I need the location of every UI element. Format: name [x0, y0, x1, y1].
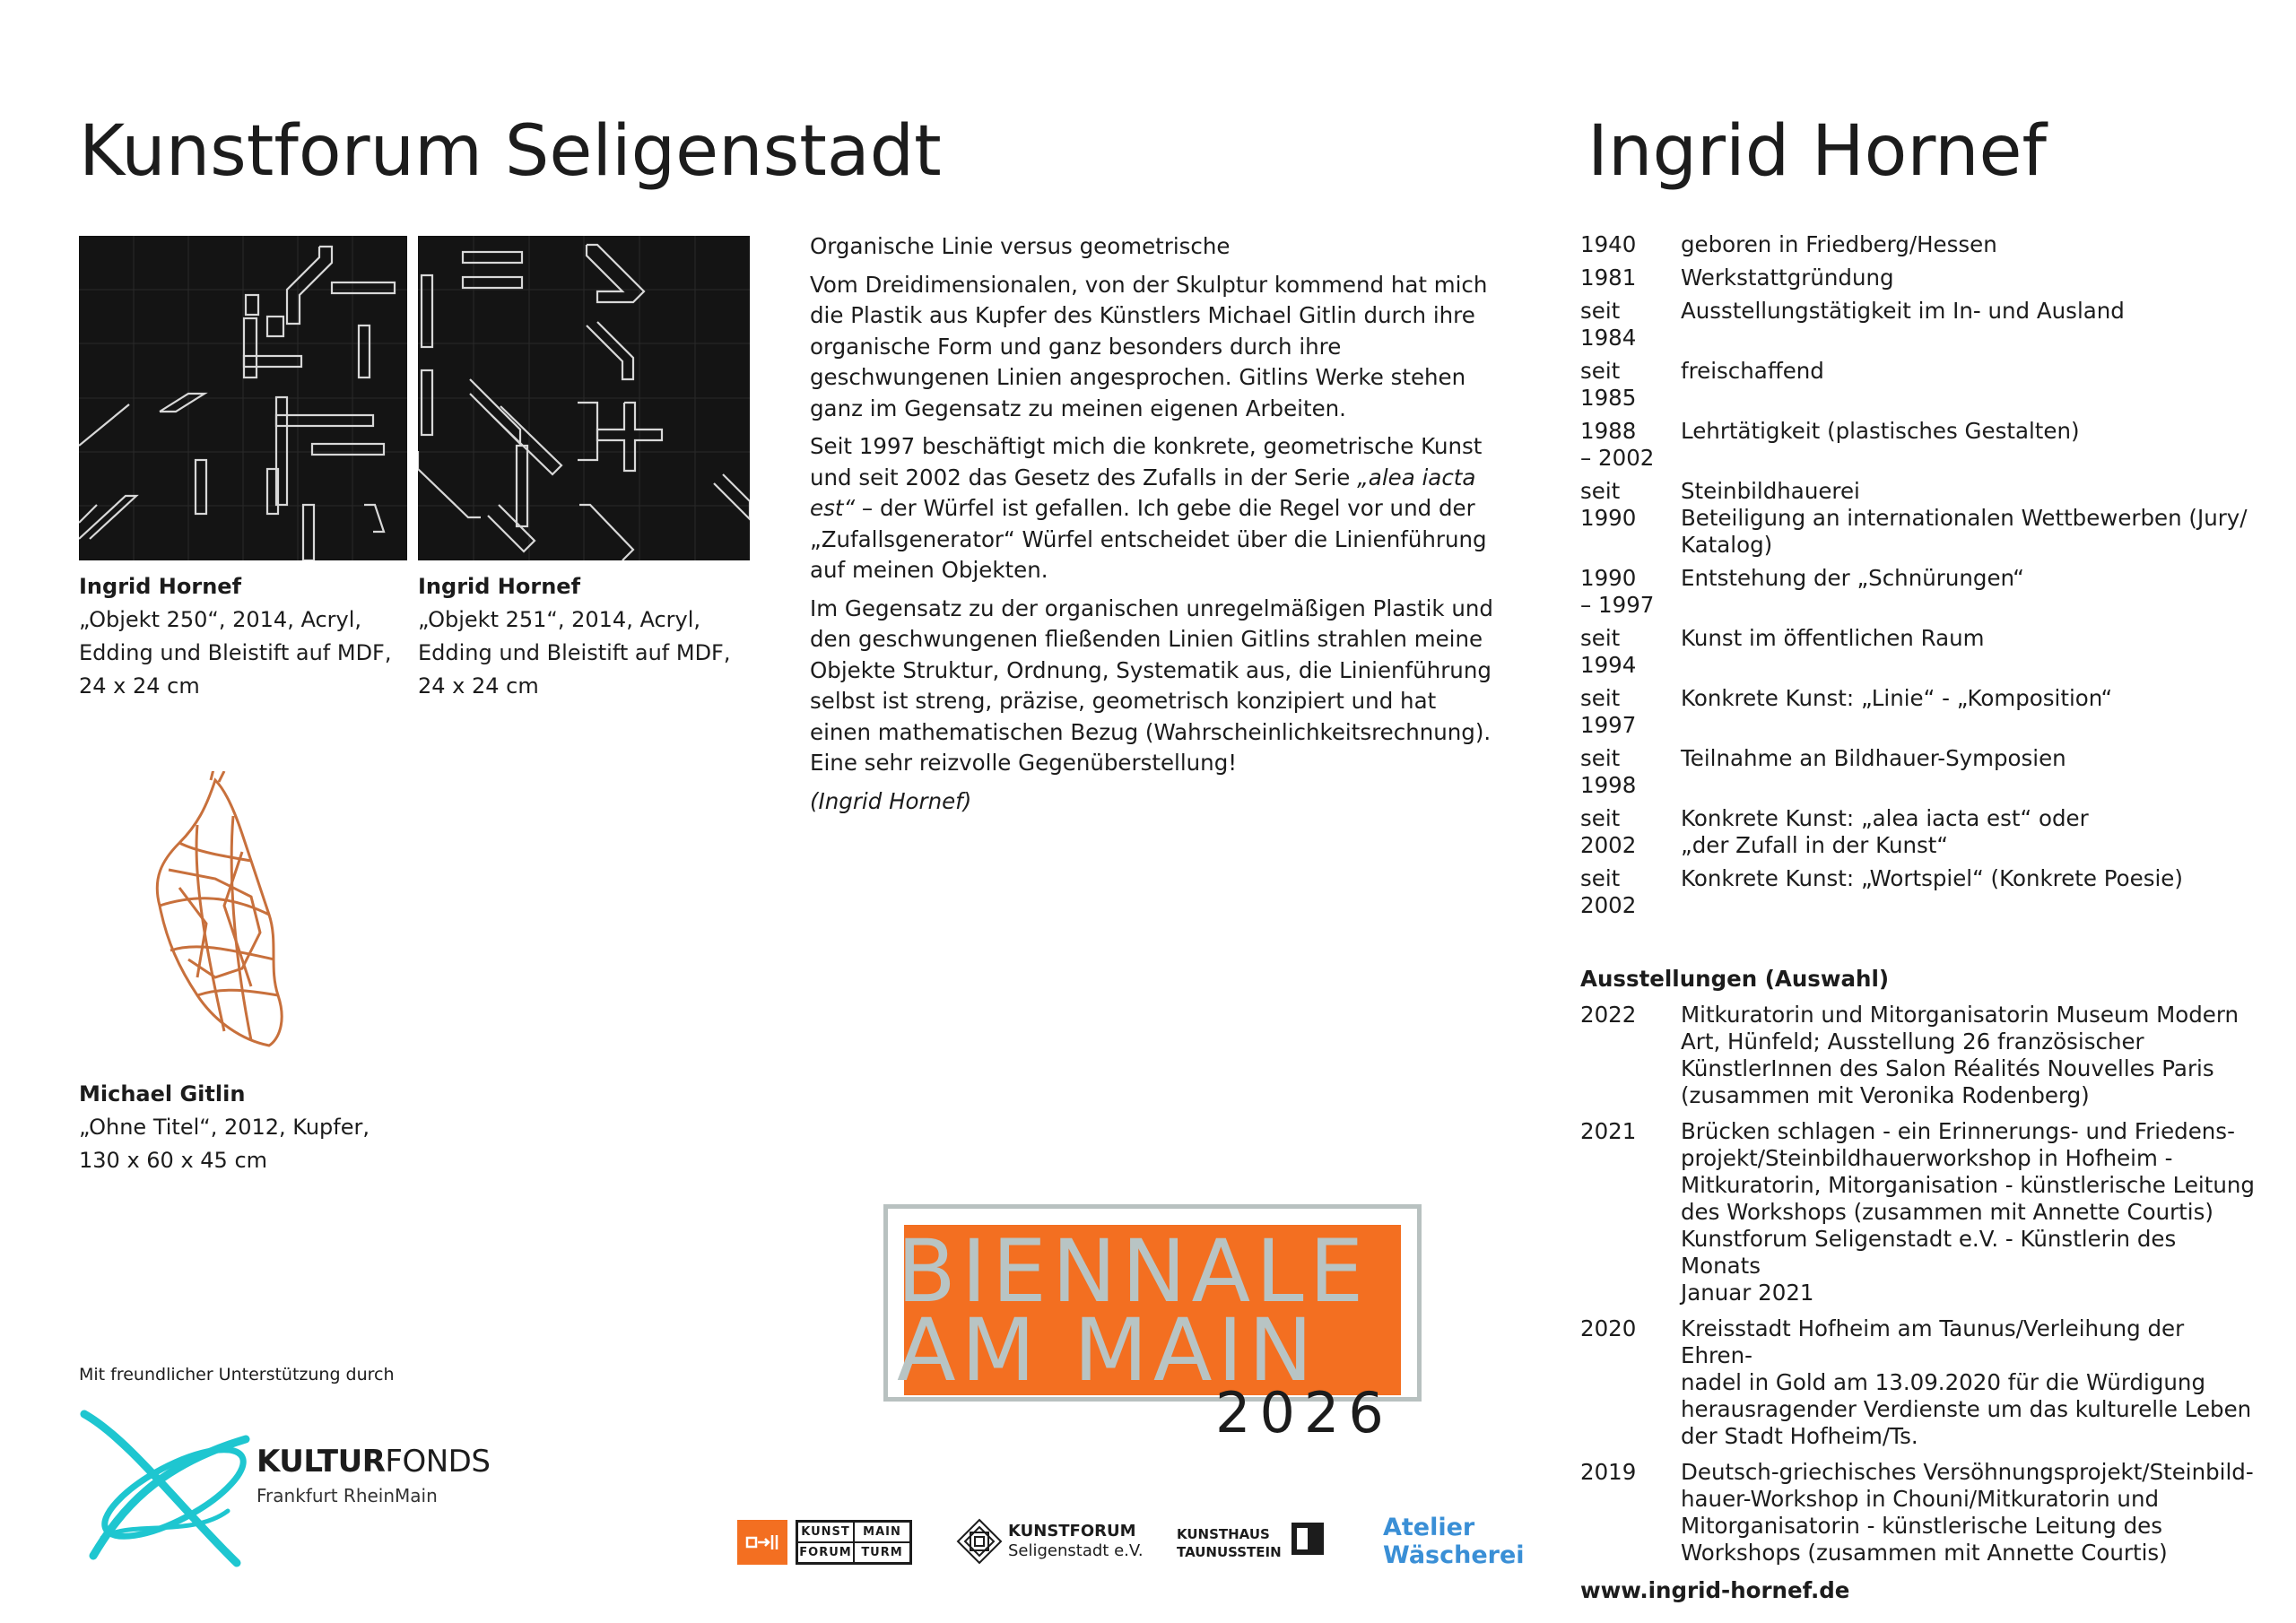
essay-paragraph-3: Im Gegensatz zu der organischen unregelmäßigen Plastik und den geschwungenen fließenden Linien Gitlins strahlen meine Objekte Struktur, Ordnung, Systematik aus, die Linienführung selbst ist streng, präzise, geometrisch konzipiert und hat einen mathematischen Bezug (Wahrscheinlichkeitsrechnung). Eine sehr reizvolle Gegenüberstellung!	[810, 595, 1493, 776]
kulturfonds-logo-icon	[75, 1403, 255, 1574]
artwork-dimensions: 130 x 60 x 45 cm	[79, 1148, 268, 1173]
essay-p2-text-a: Seit 1997 beschäftigt mich die konkrete, geometrische Kunst und seit 2002 das Gesetz des Zufalls in der Serie	[810, 433, 1483, 490]
exhibition-text: Kreisstadt Hofheim am Taunus/Verleihung der Ehren- nadel in Gold am 13.09.2020 für die Würdigung herausragender Verdienste um das kulturelle Leben der Stadt Hofheim/Ts.	[1681, 1315, 2252, 1449]
exhibition-row	[1580, 1459, 2262, 1567]
exhibition-text: Deutsch-griechisches Versöhnungsprojekt/Steinbild- hauer-Workshop in Chouni/Mitkuratorin und Mitorganisatorin - künstlerische Leitung des Workshops (zusammen mit Annette Courtis)	[1681, 1459, 2254, 1566]
bio-text: freischaffend	[1681, 358, 1824, 384]
bio-timeline	[1580, 231, 2262, 919]
bio-row	[1580, 805, 2262, 859]
artwork-dimensions: 24 x 24 cm	[418, 673, 539, 699]
exhibition-year: 2019	[1580, 1459, 1637, 1485]
atelier-logo-line2: Wäscherei	[1383, 1541, 1525, 1569]
artwork-dimensions: 24 x 24 cm	[79, 673, 200, 699]
kunstforum-mainturm-logo	[796, 1520, 912, 1565]
kunsthaus-logo-line2: TAUNUSSTEIN	[1177, 1544, 1282, 1560]
bio-year: seit 2002	[1580, 805, 1637, 858]
exhibition-year: 2020	[1580, 1315, 1637, 1341]
bio-year: 1981	[1580, 265, 1637, 291]
artwork-artist: Ingrid Hornef	[79, 574, 242, 599]
bio-row	[1580, 625, 2262, 679]
bio-row	[1580, 231, 2262, 258]
bio-year: seit 1990	[1580, 478, 1637, 531]
bio-text: Ausstellungstätigkeit im In- und Ausland	[1681, 298, 2125, 324]
bio-text: Kunst im öffentlichen Raum	[1681, 625, 1985, 651]
artwork-caption-objekt-251	[418, 570, 759, 703]
essay-paragraph-1: Vom Dreidimensionalen, von der Skulptur kommend hat mich die Plastik aus Kupfer des Künstlers Michael Gitlin durch ihre organische Form und ganz besonders durch ihre geschwungenen Linien angesprochen. Gitlins Werke stehen ganz im Gegensatz zu meinen eigenen Arbeiten.	[810, 271, 1488, 421]
bio-text: geboren in Friedberg/Hessen	[1681, 231, 1997, 257]
atelier-logo-line1: Atelier	[1383, 1514, 1475, 1541]
bio-row	[1580, 478, 2262, 559]
biennale-frame	[883, 1204, 1422, 1402]
artwork-artist: Michael Gitlin	[79, 1081, 246, 1107]
bio-text: Steinbildhauerei Beteiligung an internationalen Wettbewerben (Jury/ Katalog)	[1681, 478, 2248, 558]
kunsthaus-taunusstein-logo-text	[1177, 1525, 1282, 1561]
bio-row	[1580, 358, 2262, 412]
artwork-title: „Objekt 250“, 2014, Acryl,	[79, 607, 362, 632]
bio-year: seit 1985	[1580, 358, 1637, 411]
biennale-year: 2026	[1215, 1380, 1393, 1445]
bio-year: 1990 – 1997	[1580, 565, 1655, 618]
artwork-caption-objekt-250	[79, 570, 411, 703]
artwork-title: „Objekt 251“, 2014, Acryl,	[418, 607, 701, 632]
page-title-kunstforum: Kunstforum Seligenstadt	[79, 111, 942, 192]
bio-row	[1580, 418, 2262, 472]
essay-heading: Organische Linie versus geometrische	[810, 233, 1231, 259]
kunstforum-logo-sub: Seligenstadt e.V.	[1008, 1541, 1144, 1560]
artwork-objekt-251-image	[418, 236, 750, 560]
kulturfonds-name-light: FONDS	[385, 1444, 491, 1480]
kunsthaus-logo-line1: KUNSTHAUS	[1177, 1526, 1270, 1542]
biennale-line-2: AM MAIN	[897, 1300, 1318, 1401]
bio-year: seit 1997	[1580, 685, 1637, 738]
bio-row	[1580, 298, 2262, 352]
essay-paragraph-2	[810, 431, 1500, 586]
kmt-cell: MAIN	[854, 1522, 910, 1542]
atelier-waescherei-logo	[1383, 1514, 1525, 1569]
essay-signature-text: (Ingrid Hornef)	[810, 787, 972, 814]
exhibition-row	[1580, 1002, 2262, 1109]
artwork-objekt-250-image	[79, 236, 407, 560]
bio-year: 1940	[1580, 231, 1637, 257]
essay-text	[810, 231, 1500, 824]
kunstforum-seligenstadt-icon	[956, 1518, 1003, 1565]
bio-row	[1580, 265, 2262, 291]
artwork-caption-gitlin	[79, 1078, 420, 1177]
bio-text: Konkrete Kunst: „alea iacta est“ oder „der Zufall in der Kunst“	[1681, 805, 2089, 858]
kulturfonds-subtitle: Frankfurt RheinMain	[257, 1485, 438, 1506]
bio-text: Werkstattgründung	[1681, 265, 1894, 291]
biennale-line-1: BIENNALE	[897, 1221, 1370, 1322]
copper-sculpture-image	[144, 771, 296, 1058]
exhibition-year: 2021	[1580, 1118, 1637, 1144]
exhibition-row	[1580, 1118, 2262, 1306]
kunstforum-logo-bold: KUNSTFORUM	[1008, 1522, 1136, 1541]
arrow-door-icon	[745, 1532, 779, 1552]
exhibition-text: Brücken schlagen - ein Erinnerungs- und Friedens- projekt/Steinbildhauerworkshop in Hofheim - Mitkuratorin, Mitorganisation - künstlerische Leitung des Workshops (zusammen mit Annette Courtis) Kunstforum Seligenstadt e.V. - Künstlerin des Monats Januar 2021	[1681, 1118, 2255, 1306]
kmt-cell: TURM	[854, 1542, 910, 1563]
exhibitions-heading: Ausstellungen (Auswahl)	[1580, 966, 1890, 992]
bio-row	[1580, 685, 2262, 739]
kulturfonds-name	[257, 1444, 490, 1480]
kmt-cell: KUNST	[797, 1522, 854, 1542]
artwork-medium: Edding und Bleistift auf MDF,	[79, 640, 392, 665]
website-link[interactable]: www.ingrid-hornef.de	[1580, 1577, 1850, 1603]
bio-text: Entstehung der „Schnürungen“	[1681, 565, 2024, 591]
page-title-artist: Ingrid Hornef	[1587, 111, 2047, 192]
exhibition-text: Mitkuratorin und Mitorganisatorin Museum Modern Art, Hünfeld; Ausstellung 26 französischer KünstlerInnen des Salon Réalités Nouvelles Paris (zusammen mit Veronika Rodenberg)	[1681, 1002, 2239, 1108]
bio-year: seit 1998	[1580, 745, 1637, 798]
biennale-logo	[883, 1204, 1422, 1455]
kulturfonds-name-bold: KULTUR	[257, 1444, 386, 1480]
essay-p2-text-b: – der Würfel ist gefallen. Ich gebe die Regel vor und der „Zufallsgenerator“ Würfel entscheidet über die Linienführung auf meinen Objekten.	[810, 495, 1487, 583]
bio-year: seit 2002	[1580, 865, 1637, 918]
bio-row	[1580, 745, 2262, 799]
bio-row	[1580, 565, 2262, 619]
bio-text: Konkrete Kunst: „Wortspiel“ (Konkrete Poesie)	[1681, 865, 2183, 891]
bio-text: Teilnahme an Bildhauer-Symposien	[1681, 745, 2066, 771]
artwork-artist: Ingrid Hornef	[418, 574, 581, 599]
biography	[1580, 231, 2262, 1604]
kunsthaus-square-icon	[1292, 1523, 1324, 1555]
essay-p2-emphasis: „alea iacta est“	[810, 464, 1476, 521]
bio-year: seit 1984	[1580, 298, 1637, 351]
artwork-medium: Edding und Bleistift auf MDF,	[418, 640, 731, 665]
exhibitions-list	[1580, 1002, 2262, 1567]
support-label: Mit freundlicher Unterstützung durch	[79, 1365, 395, 1384]
bio-row	[1580, 865, 2262, 919]
bio-text: Lehrtätigkeit (plastisches Gestalten)	[1681, 418, 2080, 444]
artwork-title: „Ohne Titel“, 2012, Kupfer,	[79, 1115, 370, 1140]
bio-text: Konkrete Kunst: „Linie“ - „Komposition“	[1681, 685, 2113, 711]
exhibition-year: 2022	[1580, 1002, 1637, 1028]
orange-partner-logo	[737, 1520, 787, 1565]
bio-year: 1988 – 2002	[1580, 418, 1655, 471]
exhibition-row	[1580, 1315, 2262, 1450]
essay-signature	[810, 786, 1500, 818]
bio-year: seit 1994	[1580, 625, 1637, 678]
kunstforum-seligenstadt-logo-text	[1008, 1522, 1144, 1561]
kmt-cell: FORUM	[797, 1542, 854, 1563]
